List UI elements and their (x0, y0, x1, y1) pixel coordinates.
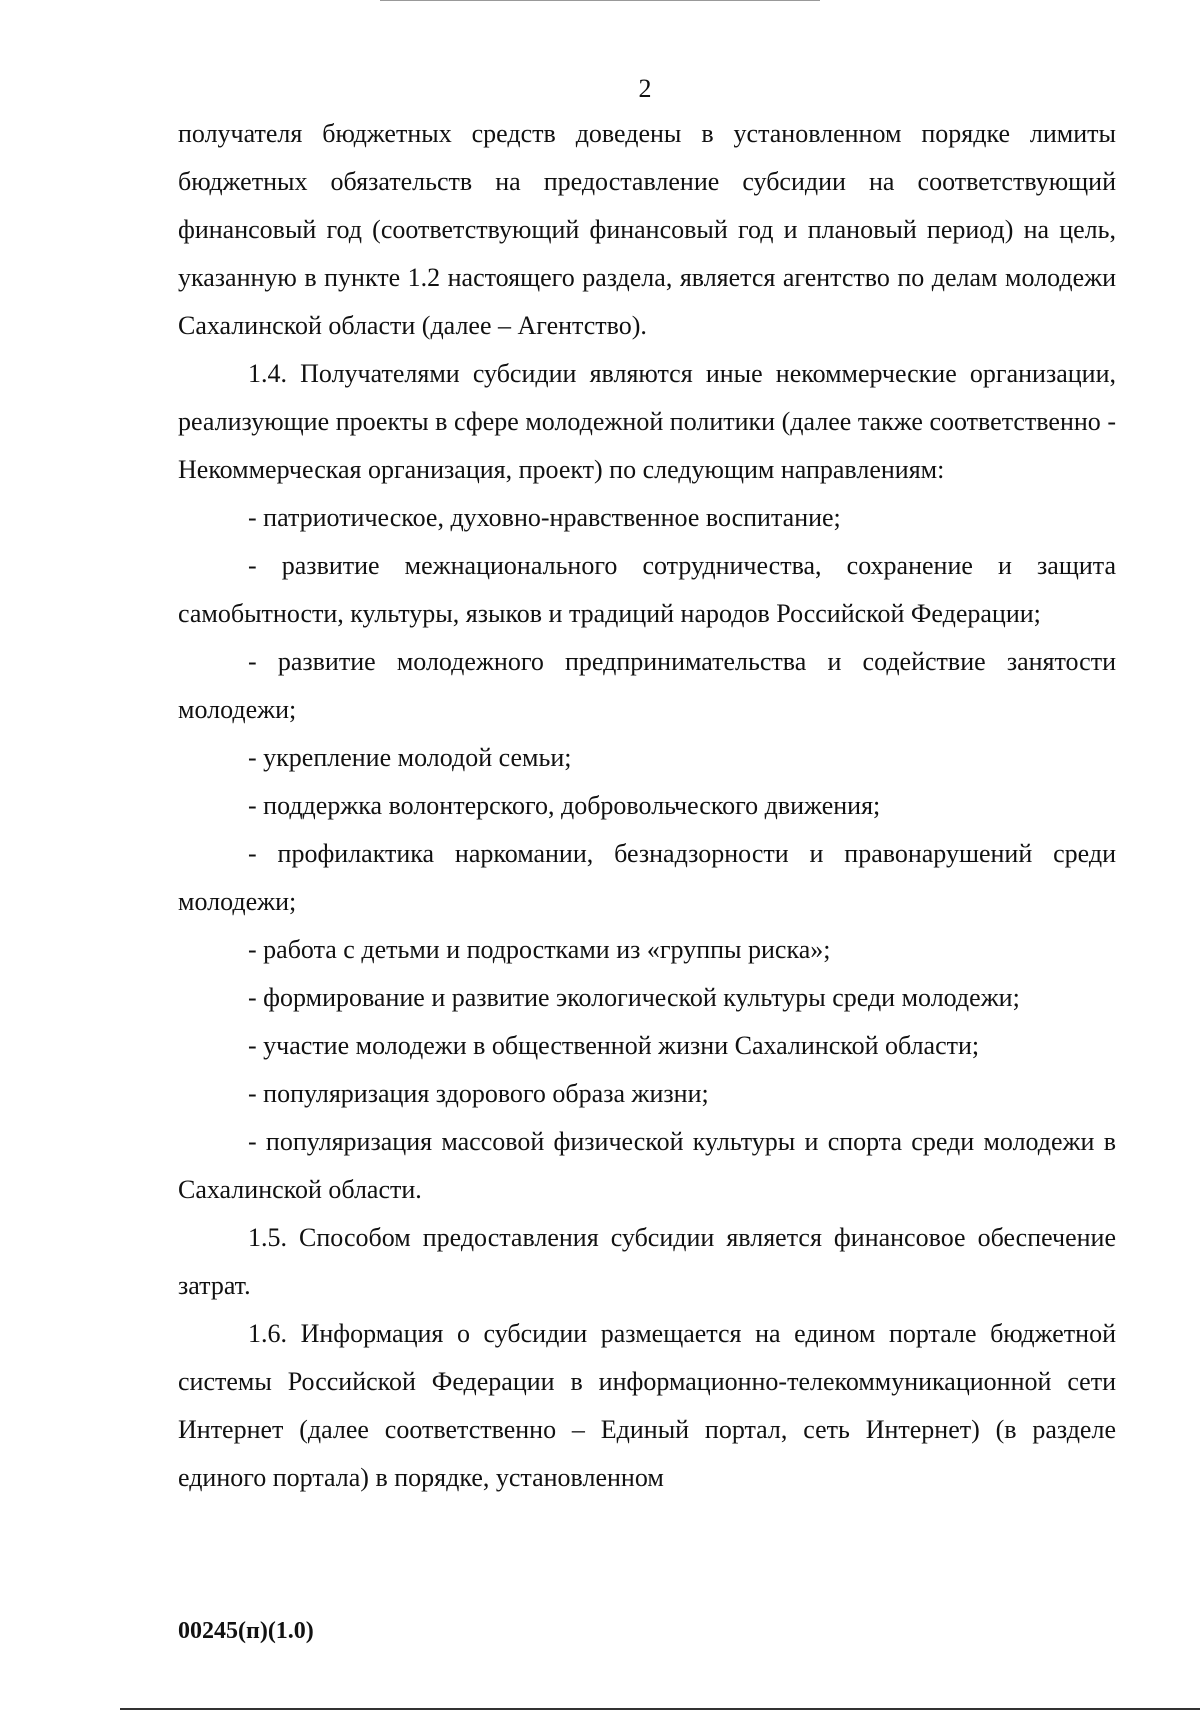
document-body (178, 110, 1116, 1502)
list-item: - профилактика наркомании, безнадзорности и правонарушений среди молодежи; (178, 839, 1116, 916)
list-item: - развитие межнационального сотрудничества, сохранение и защита самобытности, культуры, языков и традиций народов Российской Федерации; (178, 551, 1116, 628)
list-item: - участие молодежи в общественной жизни Сахалинской области; (248, 1031, 980, 1060)
paragraph-1-5: 1.5. Способом предоставления субсидии является финансовое обеспечение затрат. (178, 1223, 1116, 1300)
list-item: - поддержка волонтерского, добровольческого движения; (248, 791, 881, 820)
list-item: - популяризация здорового образа жизни; (248, 1079, 709, 1108)
page-number: 2 (638, 74, 652, 103)
scan-edge-bottom (120, 1708, 1200, 1710)
document-code: 00245(п)(1.0) (178, 1618, 314, 1644)
list-item: - работа с детьми и подростками из «группы риска»; (248, 935, 831, 964)
scan-edge-top (380, 0, 820, 1)
paragraph-1-6: 1.6. Информация о субсидии размещается на едином портале бюджетной системы Российской Федерации в информационно-телекоммуникационной сети Интернет (далее соответственно – Единый портал, сеть Интернет) (в разделе единого портала) в порядке, установленном (178, 1319, 1116, 1492)
list-item: - развитие молодежного предпринимательства и содействие занятости молодежи; (178, 647, 1116, 724)
list-item: - популяризация массовой физической культуры и спорта среди молодежи в Сахалинской области. (178, 1127, 1116, 1204)
list-item: - формирование и развитие экологической культуры среди молодежи; (248, 983, 1020, 1012)
list-item: - патриотическое, духовно-нравственное воспитание; (248, 503, 841, 532)
paragraph-1-4: 1.4. Получателями субсидии являются иные некоммерческие организации, реализующие проекты в сфере молодежной политики (далее также соответственно - Некоммерческая организация, проект) по следующим направлениям: (178, 359, 1116, 484)
paragraph-continuation: получателя бюджетных средств доведены в установленном порядке лимиты бюджетных обязательств на предоставление субсидии на соответствующий финансовый год (соответствующий финансовый год и плановый период) на цель, указанную в пункте 1.2 настоящего раздела, является агентство по делам молодежи Сахалинской области (далее – Агентство). (178, 119, 1116, 340)
list-item: - укрепление молодой семьи; (248, 743, 572, 772)
